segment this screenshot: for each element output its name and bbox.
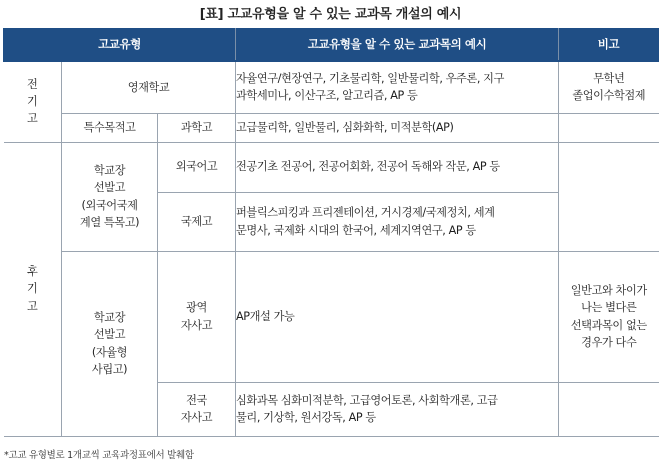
header-course-examples: 고교유형을 알 수 있는 교과목의 예시 bbox=[236, 29, 559, 62]
footnote: *고교 유형별로 1개교씩 교육과정표에서 발췌함 bbox=[4, 450, 194, 461]
course-examples-table bbox=[3, 28, 659, 437]
national-autonomous-note bbox=[559, 382, 659, 436]
foreign-group-label: 학교장 선발고 (외국어국제 계열 특목고) bbox=[62, 142, 158, 251]
row-science-high bbox=[4, 113, 659, 142]
autonomous-group-label: 학교장 선발고 (자율형 사립고) bbox=[62, 251, 158, 436]
header-row bbox=[4, 29, 659, 62]
foreign-language-high-label: 외국어고 bbox=[158, 142, 236, 192]
header-note: 비고 bbox=[559, 29, 659, 62]
gifted-school-note: 무학년 졸업이수학점제 bbox=[559, 61, 659, 113]
science-high-label: 과학고 bbox=[158, 113, 236, 142]
international-high-courses: 퍼블릭스피킹과 프리젠테이션, 거시경제/국제정치, 세계 문명사, 국제화 시대의 한국어, 세계지역연구, AP 등 bbox=[236, 192, 559, 251]
row-foreign-language-high bbox=[4, 142, 659, 192]
foreign-group-note bbox=[559, 142, 659, 251]
international-high-label: 국제고 bbox=[158, 192, 236, 251]
autonomous-group-note: 일반고와 차이가 나는 별다른 선택과목이 없는 경우가 다수 bbox=[559, 251, 659, 382]
special-purpose-label: 특수목적고 bbox=[62, 113, 158, 142]
regional-autonomous-label: 광역 자사고 bbox=[158, 251, 236, 382]
late-period-label: 후 기 고 bbox=[4, 142, 62, 436]
national-autonomous-courses: 심화과목 심화미적분학, 고급영어토론, 사회학개론, 고급 물리, 기상학, 원서강독, AP 등 bbox=[236, 382, 559, 436]
foreign-language-high-courses: 전공기초 전공어, 전공어회화, 전공어 독해와 작문, AP 등 bbox=[236, 142, 559, 192]
science-high-courses: 고급물리학, 일반물리, 심화화학, 미적분학(AP) bbox=[236, 113, 559, 142]
gifted-school-courses: 자율연구/현장연구, 기초물리학, 일반물리학, 우주론, 지구 과학세미나, 이산구조, 알고리즘, AP 등 bbox=[236, 61, 559, 113]
table-title: [표] 고교유형을 알 수 있는 교과목 개설의 예시 bbox=[199, 7, 462, 22]
header-school-type: 고교유형 bbox=[4, 29, 236, 62]
early-period-label: 전 기 고 bbox=[4, 61, 62, 142]
row-gifted-school bbox=[4, 61, 659, 113]
regional-autonomous-courses: AP개설 가능 bbox=[236, 251, 559, 382]
gifted-school-label: 영재학교 bbox=[62, 61, 236, 113]
row-regional-autonomous bbox=[4, 251, 659, 382]
national-autonomous-label: 전국 자사고 bbox=[158, 382, 236, 436]
science-high-note bbox=[559, 113, 659, 142]
